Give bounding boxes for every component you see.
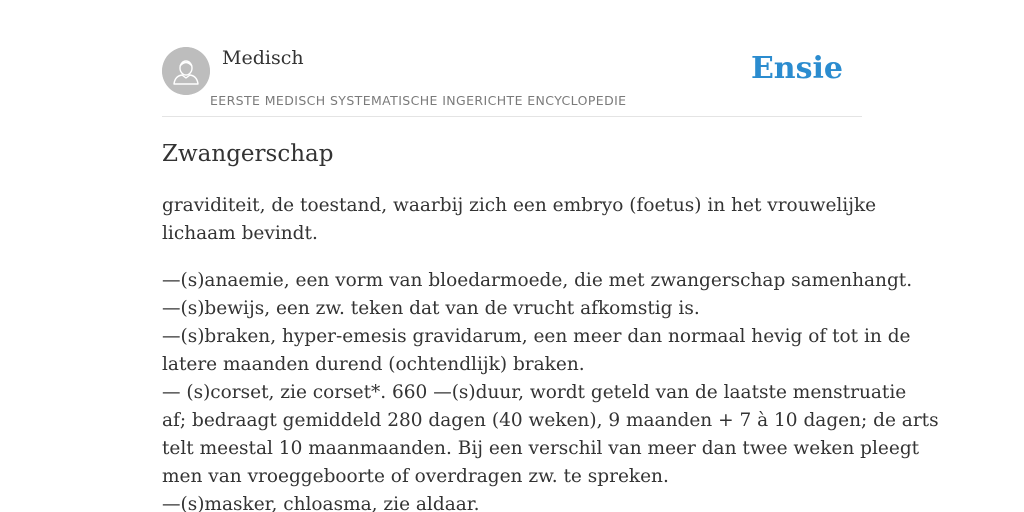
text-line: — (s)corset, zie corset*. 660 —(s)duur, wordt geteld van de laatste menstruatie: [162, 382, 907, 403]
text-line: telt meestal 10 maanmaanden. Bij een verschil van meer dan twee weken pleegt: [162, 438, 920, 459]
text-line: —(s)masker, chloasma, zie aldaar.: [162, 494, 480, 512]
text-line: graviditeit, de toestand, waarbij zich een embryo (foetus) in het vrouwelijke: [162, 195, 877, 216]
text-line: af; bedraagt gemiddeld 280 dagen (40 weken), 9 maanden + 7 à 10 dagen; de arts: [162, 410, 939, 431]
ensie-logo[interactable]: Ensie: [750, 51, 843, 86]
text-line: latere maanden durend (ochtendlijk) braken.: [162, 354, 585, 375]
user-avatar-icon: [162, 47, 210, 95]
article-title: Zwangerschap: [162, 141, 334, 167]
article-paragraph: [162, 192, 877, 248]
text-line: —(s)anaemie, een vorm van bloedarmoede, die met zwangerschap samenhangt.: [162, 270, 913, 291]
text-line: lichaam bevindt.: [162, 223, 318, 244]
site-header: [162, 0, 862, 117]
author-name[interactable]: Medisch: [222, 47, 304, 69]
text-line: men van vroeggeboorte of overdragen zw. te spreken.: [162, 466, 669, 487]
encyclopedia-subtitle[interactable]: EERSTE MEDISCH SYSTEMATISCHE INGERICHTE ENCYCLOPEDIE: [210, 93, 627, 108]
article-body: [162, 192, 939, 512]
text-line: —(s)bewijs, een zw. teken dat van de vrucht afkomstig is.: [162, 298, 700, 319]
text-line: —(s)braken, hyper-emesis gravidarum, een meer dan normaal hevig of tot in de: [162, 326, 911, 347]
author-avatar[interactable]: [162, 47, 210, 95]
article-paragraph: [162, 267, 939, 512]
